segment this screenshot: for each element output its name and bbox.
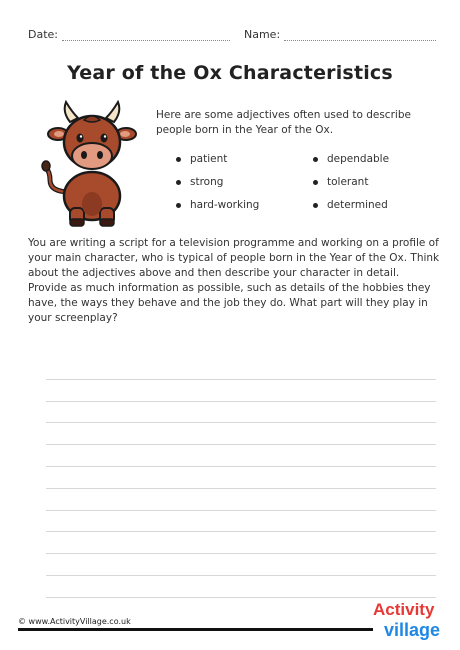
intro-text: Here are some adjectives often used to describe people born in the Year of the Ox. <box>156 109 411 136</box>
ox-illustration-icon <box>40 100 140 230</box>
bullet-icon <box>313 203 318 208</box>
bullet-icon <box>176 203 181 208</box>
adjective-item: determined <box>313 198 426 212</box>
writing-line[interactable] <box>46 380 436 402</box>
bullet-icon <box>176 180 181 185</box>
adjective-item: tolerant <box>313 175 426 189</box>
name-label: Name: <box>244 28 281 41</box>
logo-line2: village <box>384 620 441 640</box>
date-label: Date: <box>28 28 58 41</box>
activity-village-logo-icon <box>372 596 448 640</box>
adjective-item: patient <box>176 152 313 166</box>
writing-line[interactable] <box>46 511 436 533</box>
bullet-icon <box>313 180 318 185</box>
writing-line[interactable] <box>46 532 436 554</box>
writing-lines[interactable] <box>46 358 436 598</box>
name-field[interactable] <box>244 28 436 41</box>
footer-bar <box>18 628 373 631</box>
writing-line[interactable] <box>46 358 436 380</box>
adjective-list <box>176 152 426 212</box>
writing-line[interactable] <box>46 576 436 598</box>
bullet-icon <box>176 157 181 162</box>
bullet-icon <box>313 157 318 162</box>
adjective-item: dependable <box>313 152 426 166</box>
adjective-item: strong <box>176 175 313 189</box>
writing-line[interactable] <box>46 467 436 489</box>
name-dotted-line[interactable] <box>284 30 436 41</box>
date-field[interactable] <box>28 28 230 41</box>
writing-line[interactable] <box>46 554 436 576</box>
writing-line[interactable] <box>46 489 436 511</box>
adjective-item: hard-working <box>176 198 313 212</box>
writing-line[interactable] <box>46 423 436 445</box>
writing-line[interactable] <box>46 445 436 467</box>
page-title: Year of the Ox Characteristics <box>67 62 393 84</box>
date-dotted-line[interactable] <box>62 30 230 41</box>
logo-line1: Activity <box>373 600 435 619</box>
instructions-text: You are writing a script for a television programme and working on a profile of your main character, who is typical of people born in the Year of the Ox. Think about the adjectives above and then describe your character in detail. Provide as much information as possible, such as details of the hobbies they have, the ways they behave and the job they do. What part will they play in your screenplay? <box>28 237 440 324</box>
writing-line[interactable] <box>46 402 436 424</box>
website-credit: © www.ActivityVillage.co.uk <box>18 617 135 626</box>
